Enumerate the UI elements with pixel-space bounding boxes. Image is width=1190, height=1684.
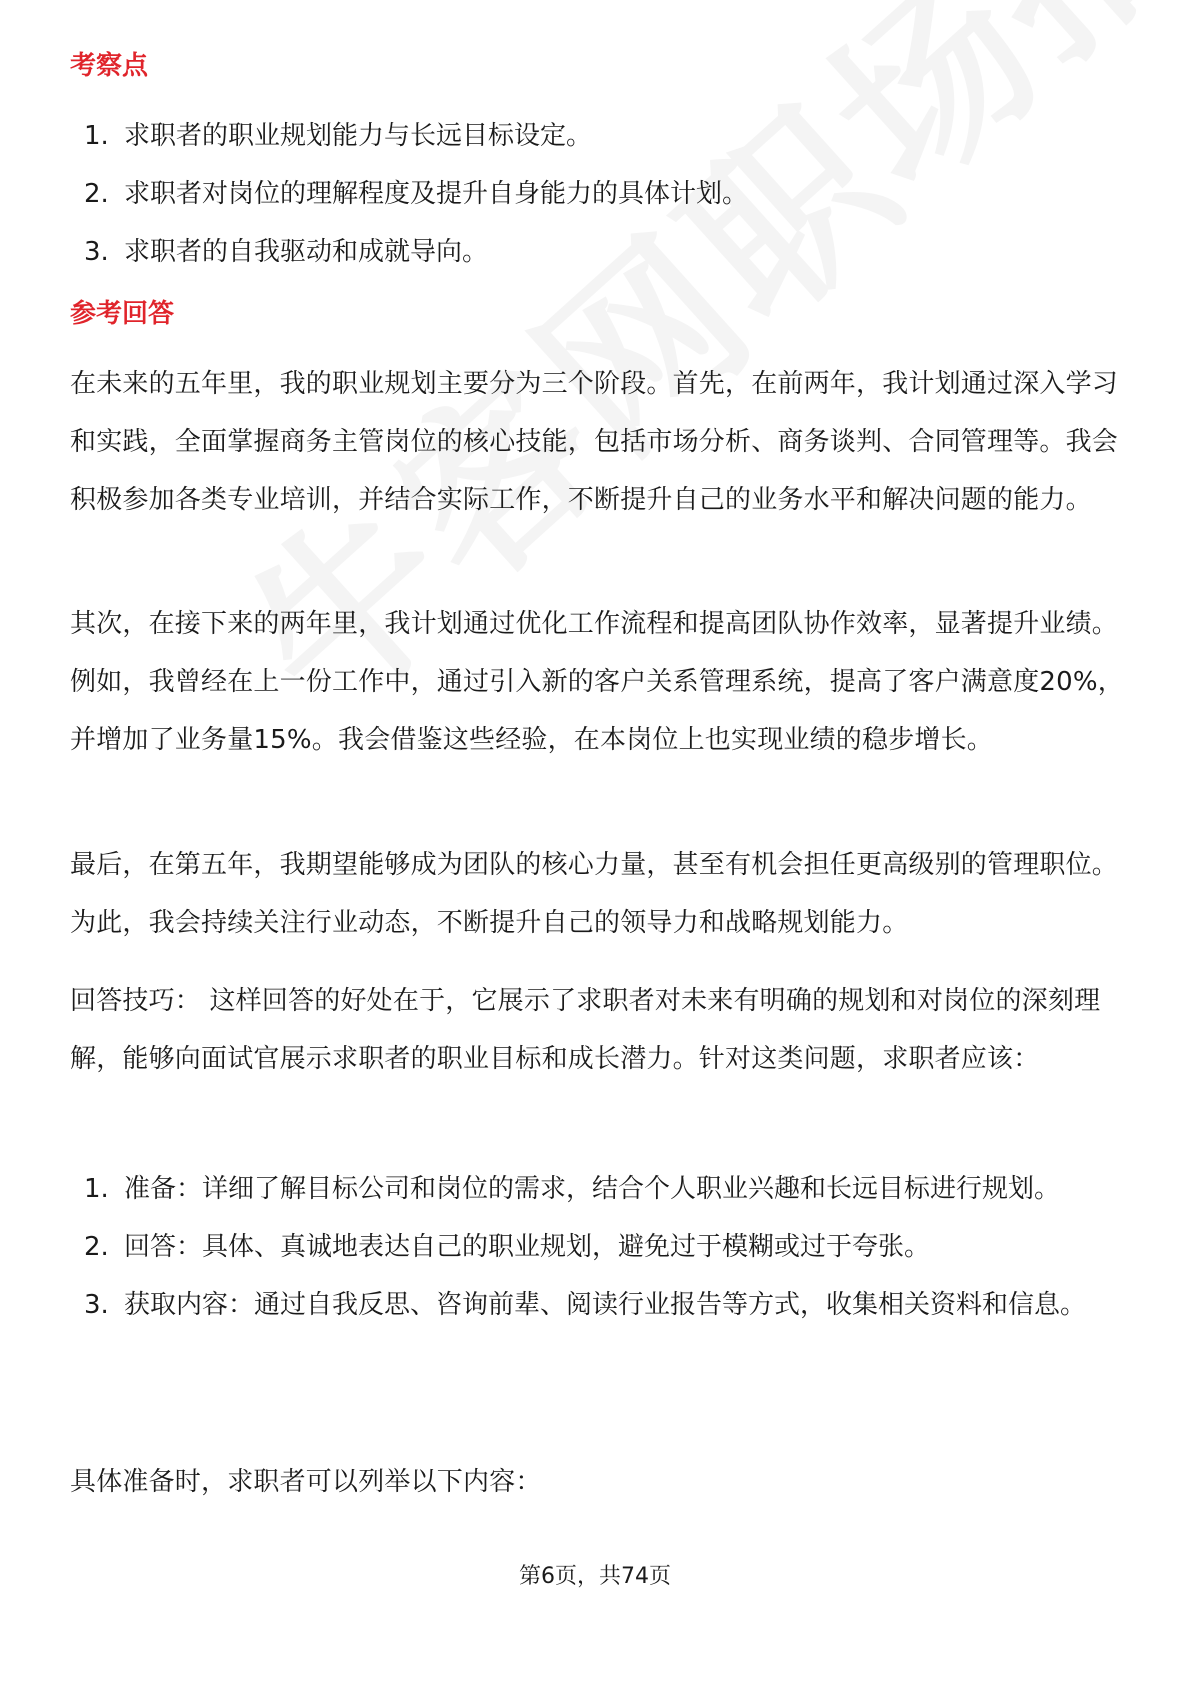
list-item [70, 1160, 1130, 1218]
page-footer: 第6页，共74页 [519, 1564, 671, 1589]
list-text: 获取内容：通过自我反思、咨询前辈、阅读行业报告等方式，收集相关资料和信息。 [124, 1290, 1087, 1320]
list-text: 求职者的自我驱动和成就导向。 [124, 237, 489, 267]
list-number: 1. [84, 1174, 109, 1204]
list-item [70, 223, 1130, 281]
answer-paragraph-2: 其次，在接下来的两年里，我计划通过优化工作流程和提高团队协作效率，显著提升业绩。例如，我曾经在上一份工作中，通过引入新的客户关系管理系统，提高了客户满意度20%，并增加了业务量15%。我会借鉴这些经验，在本岗位上也实现业绩的稳步增长。 [70, 609, 1124, 755]
key-points-list [70, 107, 1130, 281]
list-text: 准备：详细了解目标公司和岗位的需求，结合个人职业兴趣和长远目标进行规划。 [124, 1174, 1061, 1204]
section-heading-key-points: 考察点 [70, 51, 149, 81]
answer-paragraph-1: 在未来的五年里，我的职业规划主要分为三个阶段。首先，在前两年，我计划通过深入学习和实践，全面掌握商务主管岗位的核心技能，包括市场分析、商务谈判、合同管理等。我会积极参加各类专业培训，并结合实际工作，不断提升自己的业务水平和解决问题的能力。 [70, 369, 1119, 515]
list-number: 2. [84, 1232, 109, 1262]
section-heading-reference-answer: 参考回答 [70, 299, 175, 329]
list-text: 求职者的职业规划能力与长远目标设定。 [124, 121, 593, 151]
closing-paragraph: 具体准备时，求职者可以列举以下内容： [70, 1467, 542, 1497]
list-number: 3. [84, 1290, 109, 1320]
list-item [70, 165, 1130, 223]
list-text: 求职者对岗位的理解程度及提升自身能力的具体计划。 [124, 179, 749, 209]
list-number: 1. [84, 121, 109, 151]
list-text: 回答：具体、真诚地表达自己的职业规划，避免过于模糊或过于夸张。 [124, 1232, 931, 1262]
list-item [70, 1218, 1130, 1276]
tips-list [70, 1160, 1130, 1334]
answer-tips-paragraph: 回答技巧： 这样回答的好处在于，它展示了求职者对未来有明确的规划和对岗位的深刻理解，能够向面试官展示求职者的职业目标和成长潜力。针对这类问题，求职者应该： [70, 986, 1101, 1074]
list-item [70, 107, 1130, 165]
list-number: 2. [84, 179, 109, 209]
list-item [70, 1276, 1130, 1334]
list-number: 3. [84, 237, 109, 267]
answer-paragraph-3: 最后，在第五年，我期望能够成为团队的核心力量，甚至有机会担任更高级别的管理职位。为此，我会持续关注行业动态，不断提升自己的领导力和战略规划能力。 [70, 850, 1119, 938]
